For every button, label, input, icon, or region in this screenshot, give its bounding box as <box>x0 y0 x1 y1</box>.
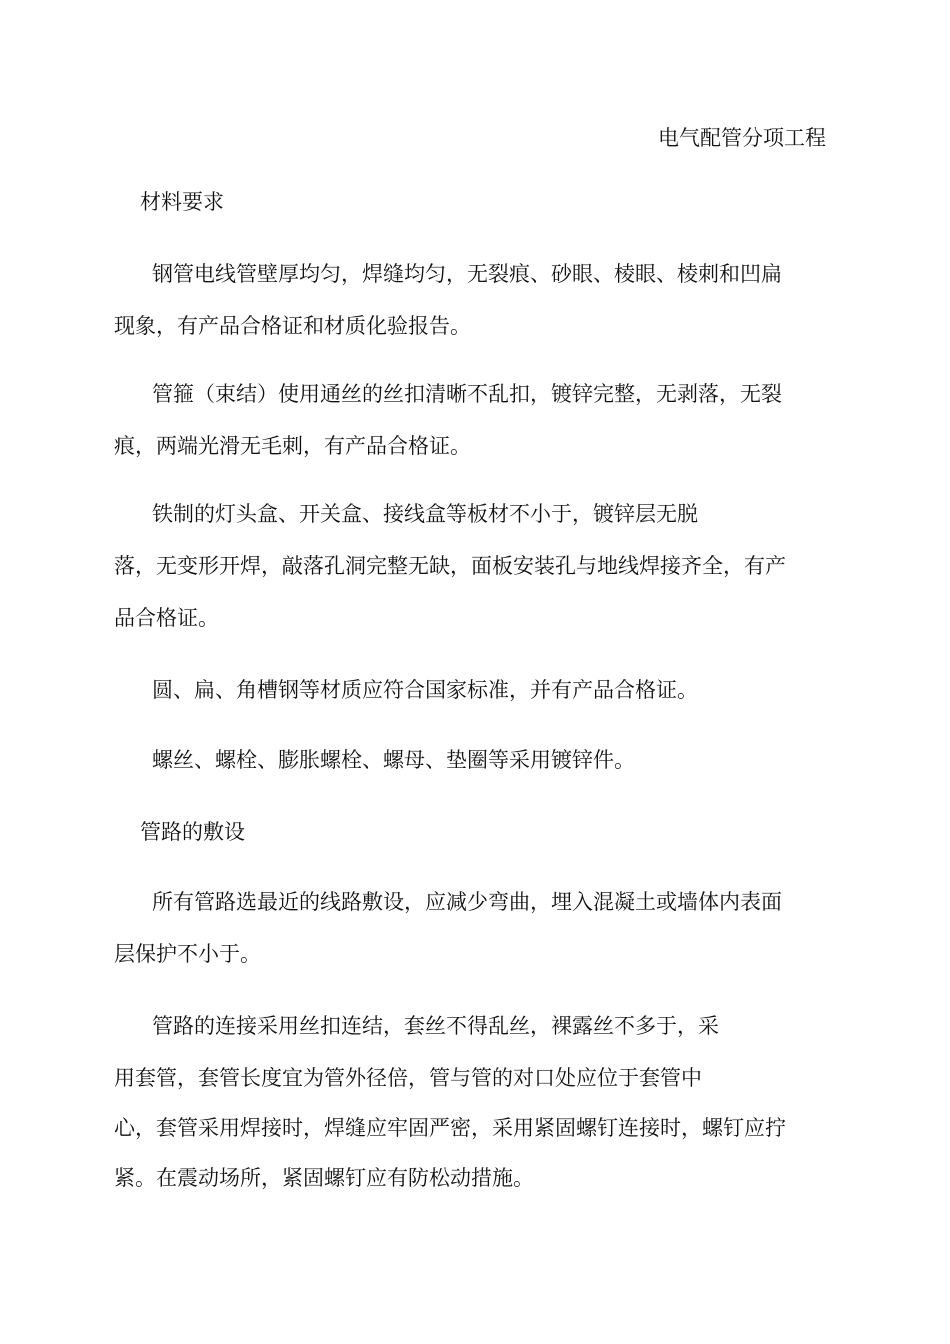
paragraph-line: 痕，两端光滑无毛刺，有产品合格证。 <box>114 434 471 458</box>
document-title: 电气配管分项工程 <box>658 126 826 150</box>
paragraph-line: 铁制的灯头盒、开关盒、接线盒等板材不小于，镀锌层无脱 <box>152 502 698 526</box>
paragraph-line: 现象，有产品合格证和材质化验报告。 <box>114 314 471 338</box>
paragraph-line: 落，无变形开焊，敲落孔洞完整无缺，面板安装孔与地线焊接齐全，有产 <box>114 554 786 578</box>
paragraph-line: 所有管路选最近的线路敷设，应减少弯曲，埋入混凝土或墙体内表面 <box>152 890 782 914</box>
paragraph-line: 心，套管采用焊接时，焊缝应牢固严密，采用紧固螺钉连接时，螺钉应拧 <box>114 1116 786 1140</box>
section-heading-materials: 材料要求 <box>140 190 224 214</box>
paragraph-line: 紧。在震动场所，紧固螺钉应有防松动措施。 <box>114 1166 534 1190</box>
paragraph-line: 管路的连接采用丝扣连结，套丝不得乱丝，裸露丝不多于，采 <box>152 1014 719 1038</box>
paragraph-line: 螺丝、螺栓、膨胀螺栓、螺母、垫圈等采用镀锌件。 <box>152 748 635 772</box>
paragraph-line: 层保护不小于。 <box>114 942 261 966</box>
paragraph-line: 钢管电线管壁厚均匀，焊缝均匀，无裂痕、砂眼、棱眼、棱刺和凹扁 <box>152 262 782 286</box>
section-heading-laying: 管路的敷设 <box>140 820 245 844</box>
paragraph-line: 圆、扁、角槽钢等材质应符合国家标准，并有产品合格证。 <box>152 678 698 702</box>
paragraph-line: 管箍（束结）使用通丝的丝扣清晰不乱扣，镀锌完整，无剥落，无裂 <box>152 382 782 406</box>
paragraph-line: 用套管，套管长度宜为管外径倍，管与管的对口处应位于套管中 <box>114 1066 702 1090</box>
paragraph-line: 品合格证。 <box>114 606 219 630</box>
